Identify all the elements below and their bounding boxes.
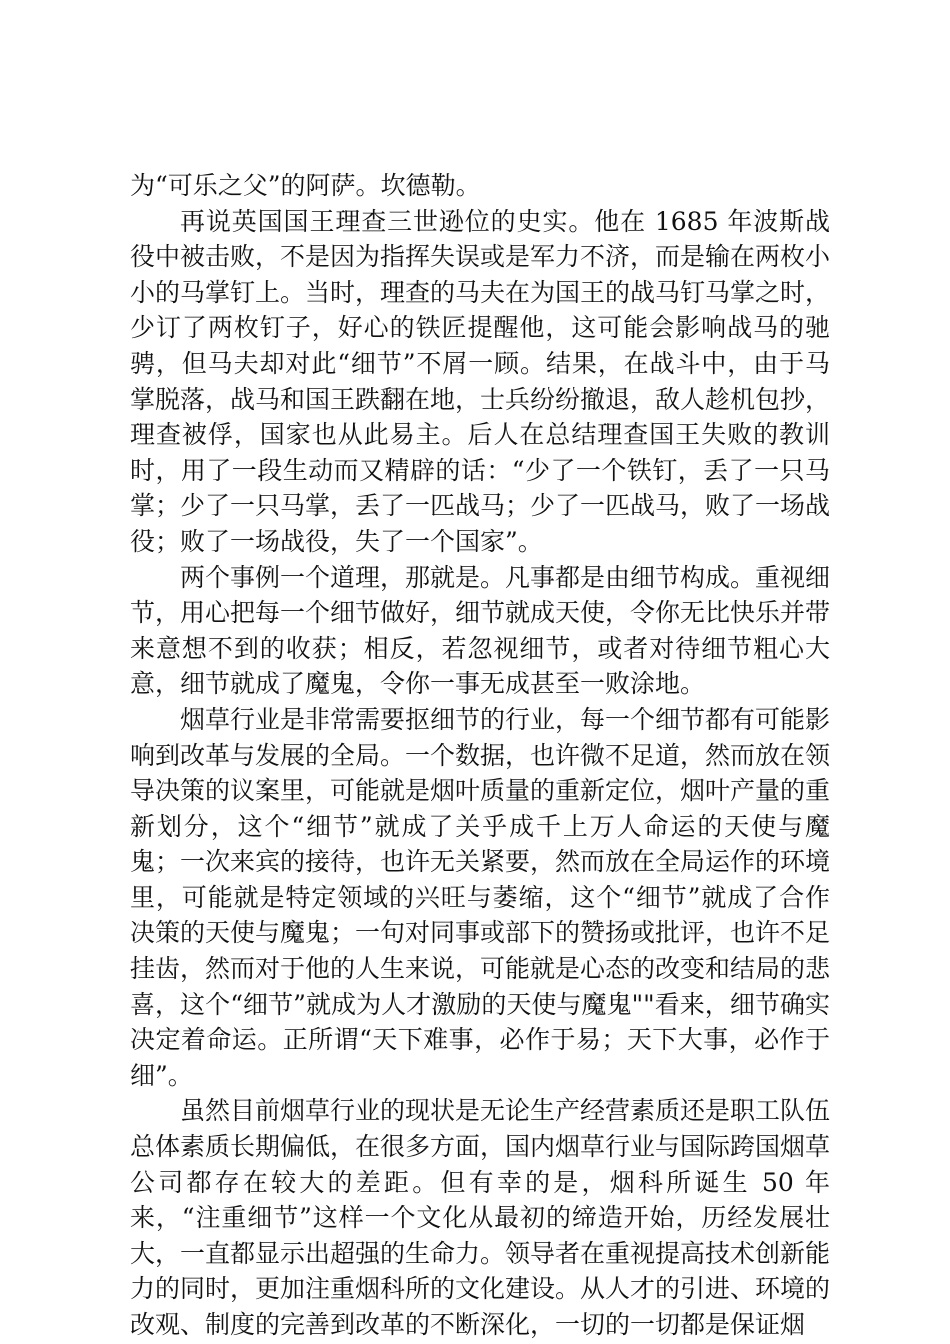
paragraph-4: 烟草行业是非常需要抠细节的行业，每一个细节都有可能影响到改革与发展的全局。一个数据，也许微不足道，然而放在领导决策的议案里，可能就是烟叶质量的重新定位，烟叶产量的重新划分，这个“细节”就成了关乎成千上万人命运的天使与魔鬼；一次来宾的接待，也许无关紧要，然而放在全局运作的环境里，可能就是特定领域的兴旺与萎缩，这个“细节”就成了合作决策的天使与魔鬼；一句对同事或部下的赞扬或批评，也许不足挂齿，然而对于他的人生来说，可能就是心态的改变和结局的悲喜，这个“细节”就成为人才激励的天使与魔鬼""看来，细节确实决定着命运。正所谓“天下难事，必作于易；天下大事，必作于细”。 <box>130 704 831 1090</box>
paragraph-3: 两个事例一个道理，那就是。凡事都是由细节构成。重视细节，用心把每一个细节做好，细节就成天使，令你无比快乐并带来意想不到的收获；相反，若忽视细节，或者对待细节粗心大意，细节就成了魔鬼，令你一事无成甚至一败涂地。 <box>130 562 831 699</box>
paragraph-1: 为“可乐之父”的阿萨。坎德勒。 <box>130 171 481 200</box>
paragraph-5: 虽然目前烟草行业的现状是无论生产经营素质还是职工队伍总体素质长期偏低，在很多方面，国内烟草行业与国际跨国烟草公司都存在较大的差距。但有幸的是，烟科所诞生 50 年来，“注重细节”这样一个文化从最初的缔造开始，历经发展壮大，一直都显示出超强的生命力。领导者在重视提高技术创新能力的同时，更加注重烟科所的文化建设。从人才的引进、环境的改观、制度的完善到改革的不断深化，一切的一切都是保证烟 <box>130 1096 831 1339</box>
paragraph-2: 再说英国国王理查三世逊位的史实。他在 1685 年波斯战役中被击败，不是因为指挥失误或是军力不济，而是输在两枚小小的马掌钉上。当时，理查的马夫在为国王的战马钉马掌之时，少订了两枚钉子，好心的铁匠提醒他，这可能会影响战马的驰骋，但马夫却对此“细节”不屑一顾。结果，在战斗中，由于马掌脱落，战马和国王跌翻在地，士兵纷纷撤退，敌人趁机包抄，理查被俘，国家也从此易主。后人在总结理查国王失败的教训时，用了一段生动而又精辟的话：“少了一个铁钉，丢了一只马掌；少了一只马掌，丢了一匹战马；少了一匹战马，败了一场战役；败了一场战役，失了一个国家”。 <box>130 206 831 556</box>
document-body <box>130 168 830 1343</box>
